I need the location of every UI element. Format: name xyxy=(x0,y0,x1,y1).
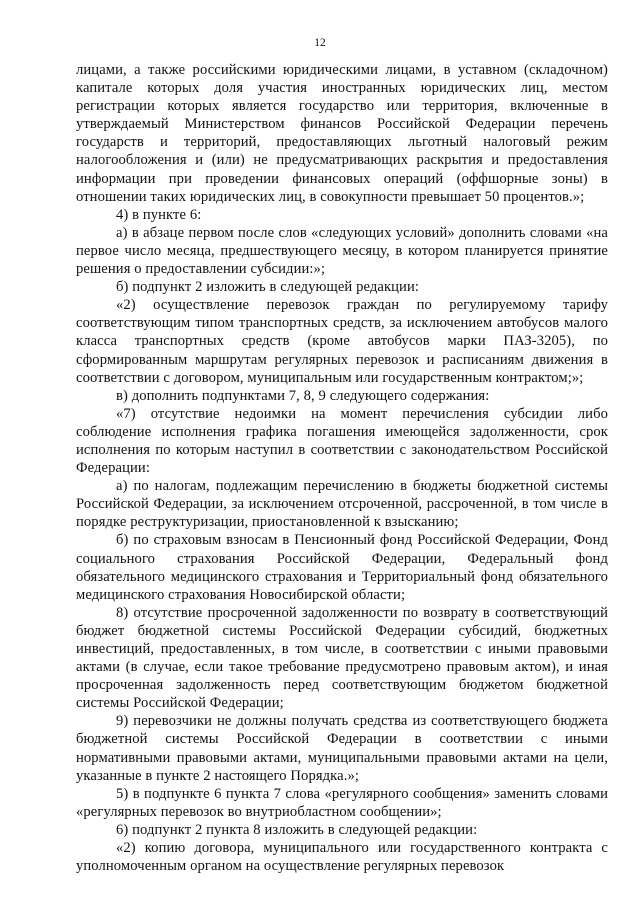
document-body xyxy=(76,61,608,875)
paragraph: 9) перевозчики не должны получать средства из соответствующего бюджета бюджетной системы Российской Федерации в соответствии с иными нормативными правовыми актами, муниципальными правовыми актами на цели, указанные в пункте 2 настоящего Порядка.»; xyxy=(76,713,608,784)
paragraph: «7) отсутствие недоимки на момент перечисления субсидии либо соблюдение исполнения графика погашения имеющейся задолженности, срок исполнения по которым наступил в соответствии с законодательством Российской Федерации: xyxy=(76,405,608,477)
paragraph: 6) подпункт 2 пункта 8 изложить в следующей редакции: xyxy=(116,821,478,838)
paragraph: а) в абзаце первом после слов «следующих условий» дополнить словами «на первое число месяца, предшествующего месяцу, в котором планируется принятие решения о предоставлении субсидии:»; xyxy=(76,224,608,278)
paragraph: лицами, а также российскими юридическими лицами, в уставном (складочном) капитале которых доля участия иностранных юридических лиц, местом регистрации которых является государство или территория, включенные в утверждаемый Министерством финансов Российской Федерации перечень государств и территорий, предоставляющих льготный налоговый режим налогообложения и (или) не предусматривающих раскрытия и предоставления информации при проведении финансовых операций (оффшорные зоны) в отношении таких юридических лиц, в совокупности превышает 50 процентов.»; xyxy=(76,62,608,205)
paragraph: «2) осуществление перевозок граждан по регулируемому тарифу соответствующим типом транспортных средств, за исключением автобусов малого класса транспортных средств (кроме автобусов марки ПАЗ-3205), по сформированным маршрутам регулярных перевозок и расписаниям движения в соответствии с договором, муниципальным или государственным контрактом;»; xyxy=(76,297,608,386)
paragraph: 5) в подпункте 6 пункта 7 слова «регулярного сообщения» заменить словами «регулярных перевозок во внутриобластном сообщении»; xyxy=(76,785,608,820)
paragraph: 4) в пункте 6: xyxy=(116,206,202,223)
paragraph: б) подпункт 2 изложить в следующей редакции: xyxy=(116,279,420,296)
paragraph: а) по налогам, подлежащим перечислению в бюджеты бюджетной системы Российской Федерации, за исключением отсроченной, рассроченной, в том числе в порядке реструктуризации, приостановленной к взысканию; xyxy=(76,478,608,531)
paragraph: 8) отсутствие просроченной задолженности по возврату в соответствующий бюджет бюджетной системы Российской Федерации субсидий, бюджетных инвестиций, предоставленных, в том числе, в соответствии с иными правовыми актами (в случае, если такое требование предусмотрено правовым актом), и иная просроченная задолженность перед соответствующим бюджетом бюджетной системы Российской Федерации; xyxy=(76,604,608,712)
page-number: 12 xyxy=(314,37,326,49)
paragraph: «2) копию договора, муниципального или государственного контракта с уполномоченным органом на осуществление регулярных перевозок xyxy=(76,840,608,875)
paragraph: в) дополнить подпунктами 7, 8, 9 следующего содержания: xyxy=(116,387,490,404)
paragraph: б) по страховым взносам в Пенсионный фонд Российской Федерации, Фонд социального страхования Российской Федерации, Федеральный фонд обязательного медицинского страхования и Территориальный фонд обязательного медицинского страхования Новосибирской области; xyxy=(76,532,608,603)
